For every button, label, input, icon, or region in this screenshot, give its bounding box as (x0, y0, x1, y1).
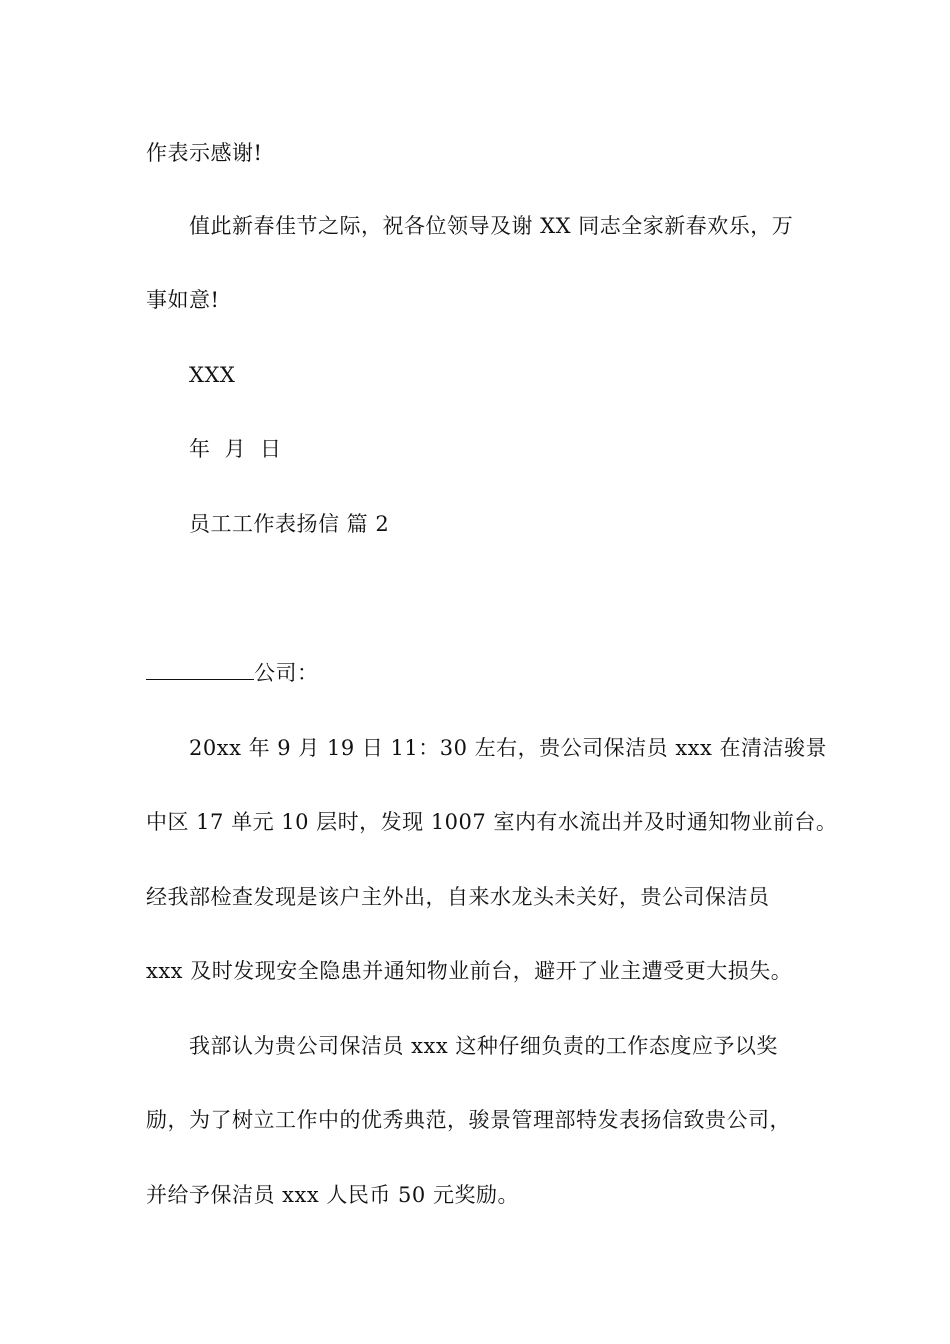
letter-title: 员工工作表扬信 篇 2 (189, 512, 390, 536)
para2-line-2: 励，为了树立工作中的优秀典范，骏景管理部特发表扬信致贵公司， (146, 1108, 791, 1132)
date-day: 日 (260, 437, 282, 461)
para1-line-2: 中区 17 单元 10 层时，发现 1007 室内有水流出并及时通知物业前台。 (146, 810, 838, 834)
para1-line-1: 20xx 年 9 月 19 日 11：30 左右，贵公司保洁员 xxx 在清洁骏景 (189, 736, 828, 760)
closing-line: 作表示感谢! (146, 141, 263, 165)
wish-line-1: 值此新春佳节之际，祝各位领导及谢 XX 同志全家新春欢乐，万 (189, 214, 794, 238)
date-line (189, 434, 869, 464)
salutation (146, 658, 826, 688)
salutation-blank (146, 659, 254, 680)
para2-line-3: 并给予保洁员 xxx 人民币 50 元奖励。 (146, 1183, 519, 1207)
salutation-suffix: 公司： (254, 661, 319, 685)
date-month: 月 (224, 437, 246, 461)
wish-line-2: 事如意! (146, 288, 220, 312)
date-year: 年 (189, 437, 211, 461)
signature: XXX (189, 363, 236, 387)
para1-line-4: xxx 及时发现安全隐患并通知物业前台，避开了业主遭受更大损失。 (146, 959, 793, 983)
para2-line-1: 我部认为贵公司保洁员 xxx 这种仔细负责的工作态度应予以奖 (189, 1034, 778, 1058)
para1-line-3: 经我部检查发现是该户主外出，自来水龙头未关好，贵公司保洁员 (146, 885, 770, 909)
